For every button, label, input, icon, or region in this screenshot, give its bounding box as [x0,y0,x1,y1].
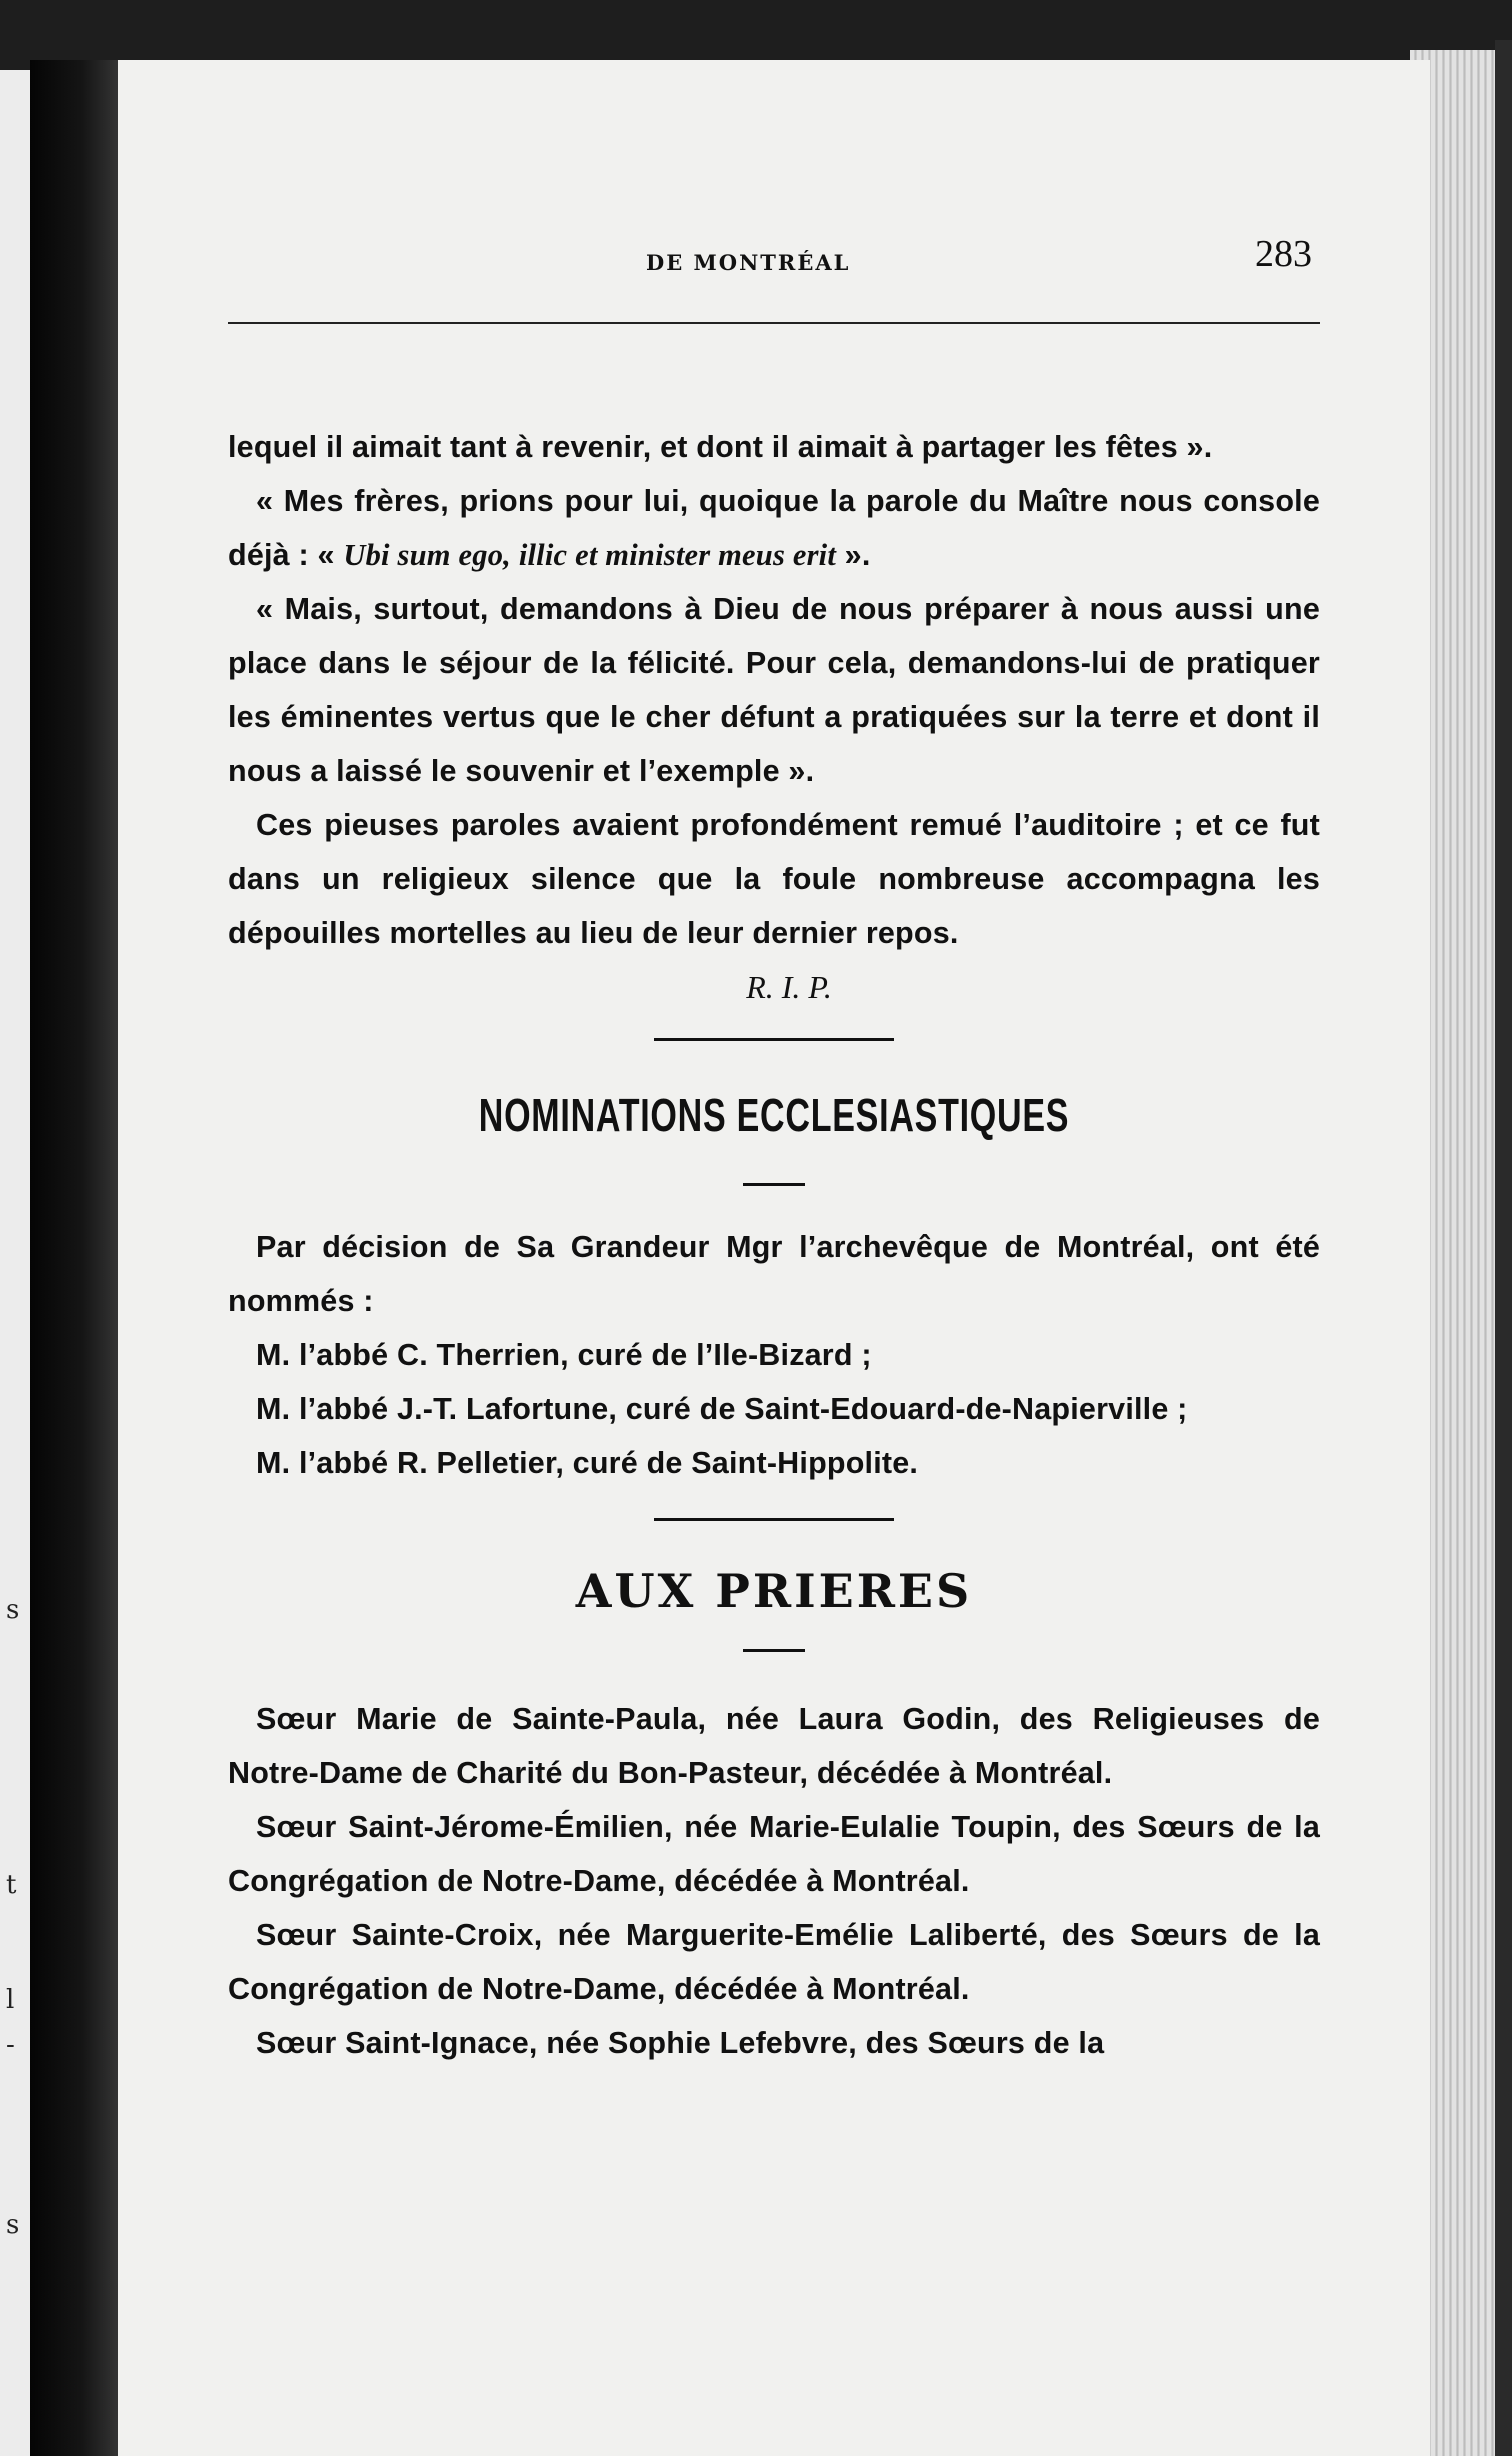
fragment-glyph: s [6,1595,20,1625]
prayers-heading: AUX PRIERES [575,1564,973,1618]
obituary-paragraph-2-end: ». [836,538,871,572]
facing-page-fragments [2,70,28,2456]
prayer-item: Sœur Saint-Jérome-Émilien, née Marie-Eulalie Toupin, des Sœurs de la Congrégation de Notre-Dame, décédée à Montréal. [228,1810,1320,1898]
prayers-section [228,1692,1320,2070]
nominations-section [228,1220,1320,1490]
section-divider [654,1038,894,1041]
nomination-item: M. l’abbé J.-T. Lafortune, curé de Saint-Edouard-de-Napierville ; [256,1392,1188,1426]
prayer-item: Sœur Sainte-Croix, née Marguerite-Emélie Laliberté, des Sœurs de la Congrégation de Notre-Dame, décédée à Montréal. [228,1918,1320,2006]
facing-page-edge [0,70,30,2456]
obituary-paragraph-4: Ces pieuses paroles avaient profondément remué l’auditoire ; et ce fut dans un religieux silence que la foule nombreuse accompagna les dépouilles mortelles au lieu de leur dernier repos. [228,808,1320,950]
obituary-paragraph-3: « Mais, surtout, demandons à Dieu de nous préparer à nous aussi une place dans le séjour de la félicité. Pour cela, demandons-lui de pratiquer les éminentes vertus que le cher défunt a pratiquées sur la terre et dont il nous a laissé le souvenir et l’exemple ». [228,592,1320,788]
nomination-item: M. l’abbé R. Pelletier, curé de Saint-Hippolite. [256,1446,919,1480]
obituary-paragraph-2-start: « Mes frères, prions pour lui, quoique la parole du Maître nous console déjà : « [228,484,1320,572]
page-number: 283 [1255,233,1312,275]
page-body [228,420,1320,2070]
running-title: DE MONTRÉAL [646,250,851,275]
nominations-intro: Par décision de Sa Grandeur Mgr l’archevêque de Montréal, ont été nommés : [228,1230,1320,1318]
prayer-item: Sœur Marie de Sainte-Paula, née Laura Godin, des Religieuses de Notre-Dame de Charité du Bon-Pasteur, décédée à Montréal. [228,1702,1320,1790]
book-page [118,60,1430,2456]
running-head [228,232,1320,292]
nomination-item: M. l’abbé C. Therrien, curé de l’Ile-Bizard ; [256,1338,872,1372]
rip-closing: R. I. P. [746,969,832,1005]
heading-underline [743,1183,805,1186]
nominations-heading: NOMINATIONS ECCLESIASTIQUES [478,1089,1070,1141]
obituary-paragraph-1: lequel il aimait tant à revenir, et dont il aimait à partager les fêtes ». [228,430,1213,464]
header-rule [228,322,1320,324]
book-cover-edge [1495,40,1512,2456]
fragment-glyph: l [6,1985,15,2015]
book-gutter [30,60,125,2456]
heading-underline [743,1649,805,1652]
fragment-glyph: s [6,2210,20,2240]
latin-quotation: Ubi sum ego, illic et minister meus erit [343,538,836,572]
fragment-glyph: - [6,2030,15,2060]
section-divider [654,1518,894,1521]
prayer-item: Sœur Saint-Ignace, née Sophie Lefebvre, des Sœurs de la [256,2026,1105,2060]
obituary-paragraph-2 [228,474,1320,582]
fragment-glyph: t [6,1870,17,1900]
